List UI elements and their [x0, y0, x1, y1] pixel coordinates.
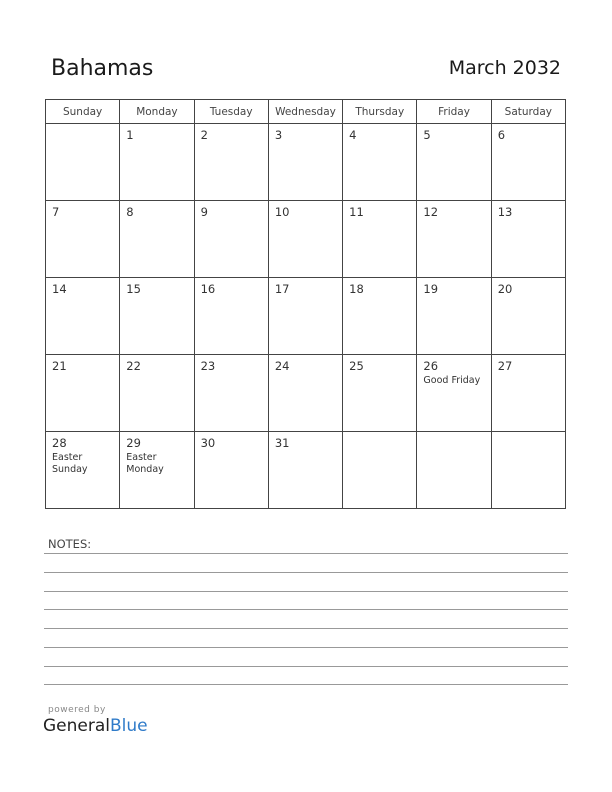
day-cell	[194, 124, 268, 201]
day-cell	[194, 432, 268, 509]
note-line	[44, 628, 568, 629]
day-number: 18	[349, 282, 364, 296]
day-cell	[120, 124, 194, 201]
week-row	[46, 124, 566, 201]
day-cell	[343, 278, 417, 355]
day-cell	[268, 124, 342, 201]
note-line	[44, 684, 568, 685]
day-cell	[268, 355, 342, 432]
day-number: 31	[274, 436, 290, 450]
generalblue-logo[interactable]	[43, 716, 148, 736]
day-number: 23	[200, 359, 216, 373]
day-number: 11	[349, 205, 364, 219]
day-cell	[120, 432, 194, 509]
day-number: 15	[126, 282, 141, 296]
day-cell	[491, 355, 565, 432]
note-line	[44, 647, 568, 648]
day-cell	[46, 278, 120, 355]
day-cell	[343, 355, 417, 432]
day-number: 29	[126, 436, 141, 450]
day-number: 13	[497, 205, 513, 219]
day-number: 21	[52, 359, 67, 373]
weekday-header: Tuesday	[194, 100, 268, 124]
day-cell	[194, 201, 268, 278]
day-cell	[46, 432, 120, 509]
day-cell	[46, 201, 120, 278]
day-number: 24	[274, 359, 290, 373]
day-cell	[120, 278, 194, 355]
day-cell	[417, 278, 491, 355]
day-number: 27	[497, 359, 513, 373]
day-cell	[268, 432, 342, 509]
day-number: 12	[423, 205, 439, 219]
day-number: 16	[200, 282, 216, 296]
day-number: 2	[200, 128, 208, 142]
day-cell	[491, 124, 565, 201]
day-number: 4	[349, 128, 357, 142]
weekday-header: Sunday	[46, 100, 120, 124]
powered-by-text: powered by	[48, 705, 106, 715]
day-number: 28	[52, 436, 67, 450]
day-number: 17	[274, 282, 290, 296]
calendar-grid	[45, 99, 566, 509]
week-row	[46, 432, 566, 509]
notes-label: NOTES:	[48, 537, 92, 551]
note-line	[44, 553, 568, 554]
day-number: 26	[423, 359, 439, 373]
day-number: 30	[200, 436, 216, 450]
day-number: 6	[497, 128, 506, 142]
day-number: 8	[126, 205, 134, 219]
week-row	[46, 278, 566, 355]
day-cell	[343, 432, 417, 509]
day-number: 9	[200, 205, 208, 219]
day-number: 3	[274, 128, 283, 142]
note-line	[44, 666, 568, 667]
day-cell	[417, 124, 491, 201]
holiday-label: Good Friday	[423, 375, 481, 386]
note-line	[44, 609, 568, 610]
day-cell	[120, 355, 194, 432]
month-year-title: March 2032	[448, 57, 561, 79]
day-number: 7	[52, 205, 60, 219]
day-number: 19	[423, 282, 439, 296]
day-cell	[491, 201, 565, 278]
brand-blue: Blue	[110, 716, 148, 736]
day-cell	[417, 432, 491, 509]
weekday-header: Monday	[120, 100, 194, 124]
day-number: 1	[126, 128, 134, 142]
day-number: 20	[497, 282, 513, 296]
day-number: 14	[52, 282, 67, 296]
weekday-header: Wednesday	[268, 100, 342, 124]
day-cell	[120, 201, 194, 278]
weekday-header-row	[46, 100, 566, 124]
day-number: 25	[349, 359, 364, 373]
weekday-header: Saturday	[491, 100, 565, 124]
day-cell	[268, 278, 342, 355]
holiday-label: Easter Sunday	[52, 452, 88, 475]
week-row	[46, 201, 566, 278]
day-cell	[491, 278, 565, 355]
note-line	[44, 572, 568, 573]
day-cell	[491, 432, 565, 509]
weekday-header: Thursday	[343, 100, 417, 124]
day-cell	[417, 201, 491, 278]
day-cell	[46, 124, 120, 201]
holiday-label: Easter Monday	[126, 452, 164, 475]
country-title: Bahamas	[51, 56, 154, 81]
week-row	[46, 355, 566, 432]
day-cell	[268, 201, 342, 278]
day-cell	[194, 278, 268, 355]
day-cell	[46, 355, 120, 432]
day-cell	[417, 355, 491, 432]
day-cell	[343, 124, 417, 201]
day-number: 22	[126, 359, 141, 373]
day-number: 10	[274, 205, 290, 219]
day-cell	[194, 355, 268, 432]
day-cell	[343, 201, 417, 278]
brand-general: General	[43, 716, 110, 736]
day-number: 5	[423, 128, 431, 142]
weekday-header: Friday	[417, 100, 491, 124]
note-line	[44, 591, 568, 592]
